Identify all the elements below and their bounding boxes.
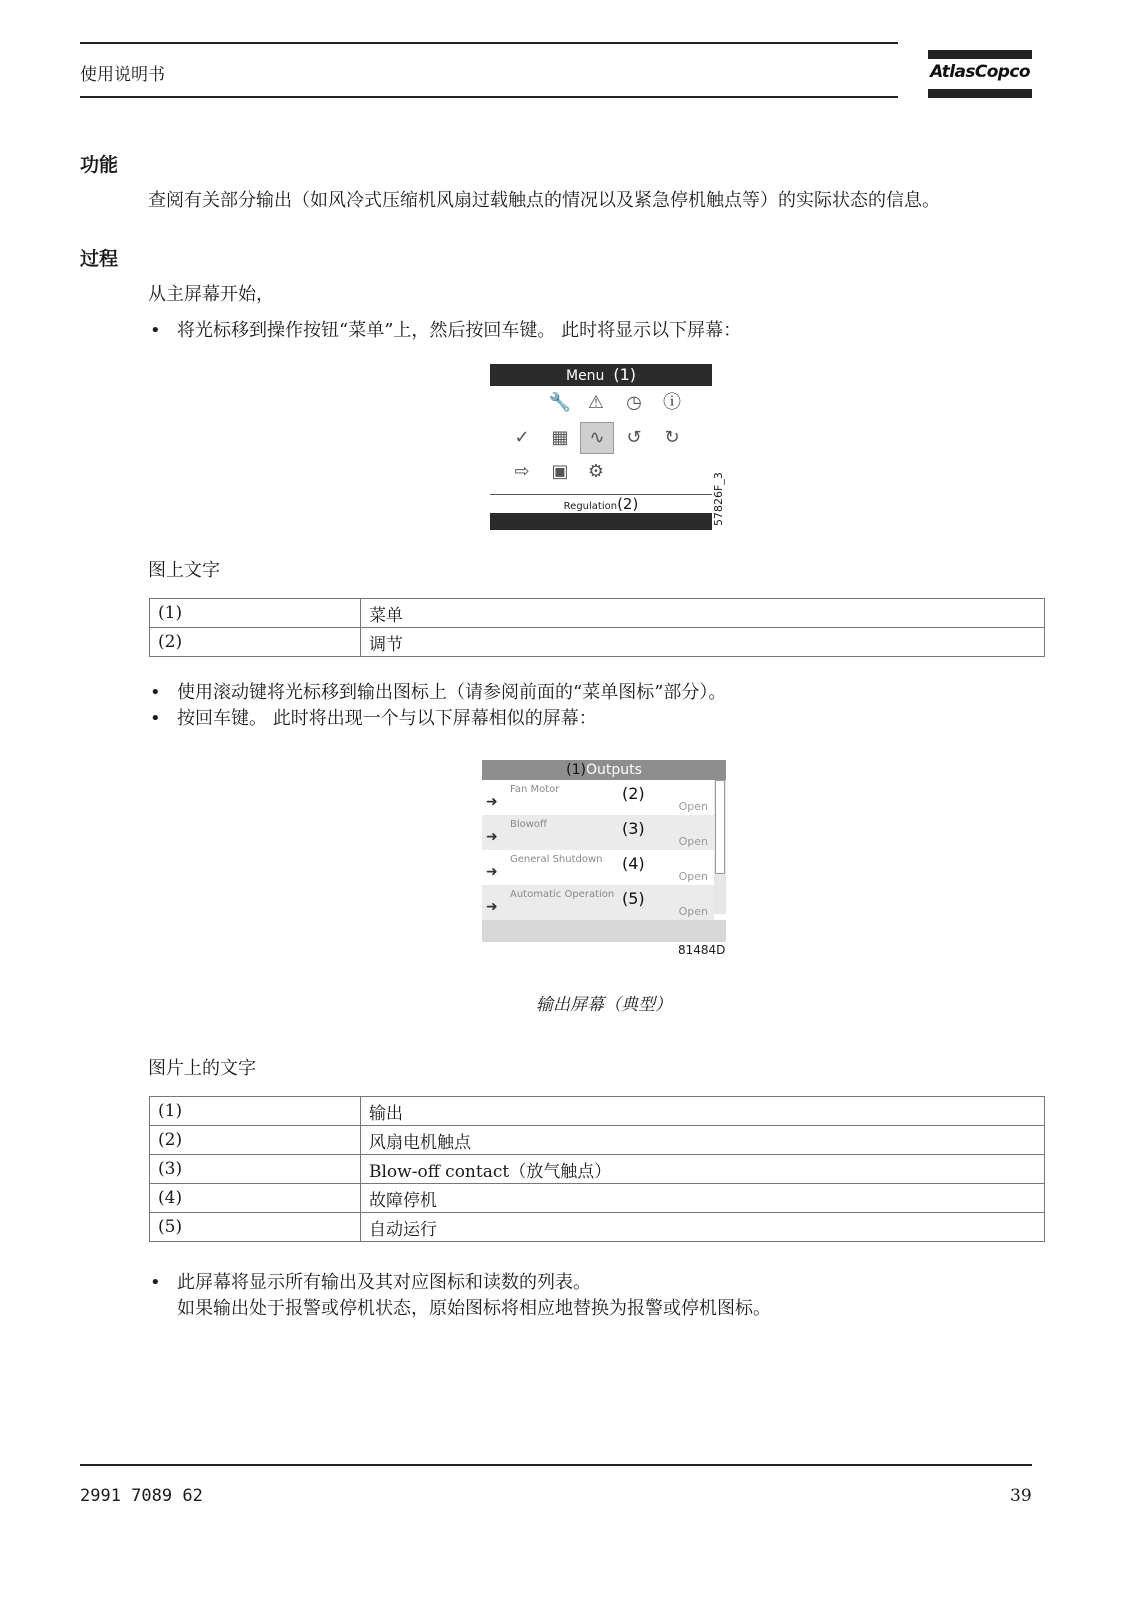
menu-screen bbox=[490, 364, 712, 530]
table-row: (1) 输出 bbox=[150, 1097, 1045, 1126]
clock-icon: ◷ bbox=[626, 392, 642, 413]
function-heading: 功能 bbox=[80, 154, 119, 176]
forward-icon: ↻ bbox=[664, 427, 680, 448]
header-bottom-rule bbox=[80, 96, 898, 98]
header-top-rule bbox=[80, 42, 898, 44]
wrench-icon: 🔧 bbox=[548, 392, 572, 413]
switch-icon: ➜ bbox=[486, 829, 498, 845]
table-row: (2) 风扇电机触点 bbox=[150, 1126, 1045, 1155]
legend-table-2 bbox=[149, 1096, 1045, 1242]
counter-icon: ▦ bbox=[551, 427, 569, 448]
info-icon: ⓘ bbox=[663, 392, 681, 413]
bullet-4-continuation: 如果输出处于报警或停机状态，原始图标将相应地替换为报警或停机图标。 bbox=[177, 1298, 771, 1319]
page-number: 39 bbox=[1010, 1486, 1032, 1506]
table-row: (4) 故障停机 bbox=[150, 1184, 1045, 1213]
outputs-image-code: 81484D bbox=[678, 943, 726, 957]
text-on-image-label-2: 图片上的文字 bbox=[148, 1058, 256, 1079]
bullet-1: • 将光标移到操作按钮“菜单”上，然后按回车键。 此时将显示以下屏幕： bbox=[150, 320, 742, 341]
bullet-4: • 此屏幕将显示所有输出及其对应图标和读数的列表。 bbox=[150, 1272, 591, 1293]
table-row: (5) 自动运行 bbox=[150, 1213, 1045, 1242]
return-icon: ↺ bbox=[626, 427, 642, 448]
switch-icon: ➜ bbox=[486, 864, 498, 880]
list-item: ➜ General Shutdown (4) Open bbox=[486, 854, 708, 883]
save-icon: ▣ bbox=[551, 461, 569, 482]
text-on-image-label-1: 图上文字 bbox=[148, 560, 220, 581]
process-heading: 过程 bbox=[80, 248, 119, 270]
table-row: (3) Blow-off contact（放气触点） bbox=[150, 1155, 1045, 1184]
doc-number: 2991 7089 62 bbox=[80, 1486, 203, 1506]
settings-icon: ⇨ bbox=[514, 461, 530, 482]
outputs-title-bar: (1)Outputs bbox=[482, 760, 726, 780]
warning-icon: ⚠ bbox=[587, 392, 605, 413]
list-item: ➜ Fan Motor (2) Open bbox=[486, 784, 708, 813]
menu-image-code: 57826F_3 bbox=[712, 472, 725, 526]
menu-footer-label: Regulation(2) bbox=[563, 495, 639, 513]
process-intro: 从主屏幕开始， bbox=[148, 284, 274, 305]
regulation-icon: ∿ bbox=[580, 422, 614, 454]
function-text: 查阅有关部分输出（如风冷式压缩机风扇过载触点的情况以及紧急停机触点等）的实际状态的信息。 bbox=[148, 190, 940, 211]
table-row: (1) 菜单 bbox=[150, 599, 1045, 628]
header-title: 使用说明书 bbox=[80, 65, 165, 85]
switch-icon: ➜ bbox=[486, 794, 498, 810]
gears-icon: ⚙ bbox=[587, 461, 605, 482]
atlas-copco-logo: AtlasCopco bbox=[928, 50, 1032, 98]
list-item: ➜ Automatic Operation (5) Open bbox=[482, 885, 714, 920]
list-item: ➜ Blowoff (3) Open bbox=[482, 815, 714, 850]
figure-caption: 输出屏幕（典型） bbox=[536, 995, 672, 1015]
service-icon: ✓ bbox=[514, 427, 530, 448]
outputs-screen bbox=[482, 760, 726, 957]
footer-rule bbox=[80, 1464, 1032, 1466]
legend-table-1 bbox=[149, 598, 1045, 657]
switch-icon: ➜ bbox=[486, 899, 498, 915]
outputs-scrollbar bbox=[714, 780, 726, 914]
bullet-3: • 按回车键。 此时将出现一个与以下屏幕相似的屏幕： bbox=[150, 708, 597, 729]
table-row: (2) 调节 bbox=[150, 628, 1045, 657]
bullet-2: • 使用滚动键将光标移到输出图标上（请参阅前面的“菜单图标”部分）。 bbox=[150, 682, 727, 703]
menu-title-bar: Menu (1) bbox=[490, 364, 712, 386]
